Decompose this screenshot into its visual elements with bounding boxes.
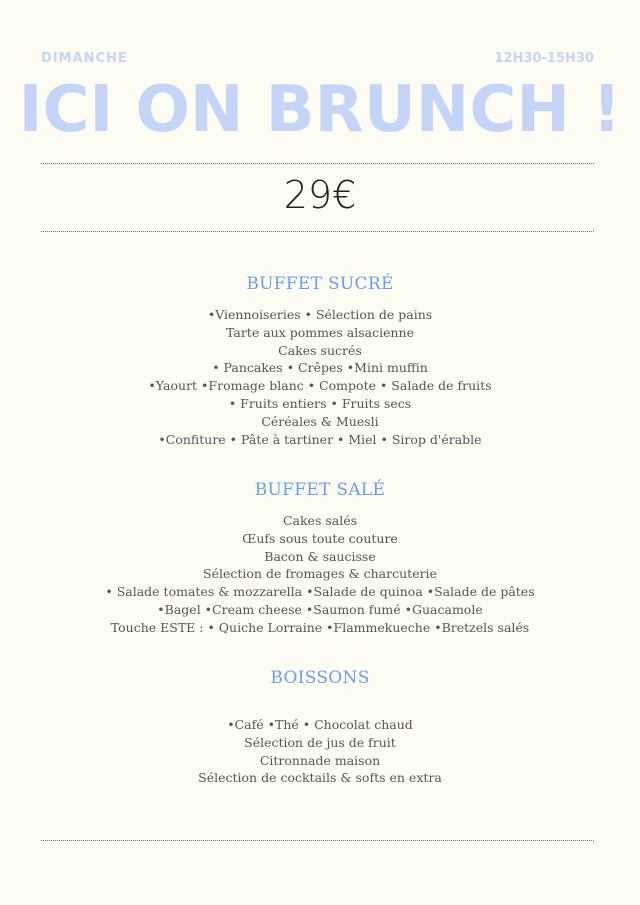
menu-line: Touche ESTE : • Quiche Lorraine •Flammekueche •Bretzels salés xyxy=(110,619,530,635)
menu-line: •Bagel •Cream cheese •Saumon fumé •Guacamole xyxy=(157,601,483,617)
menu-line: Bacon & saucisse xyxy=(264,548,376,564)
section-boissons xyxy=(0,667,640,787)
menu-line: Sélection de fromages & charcuterie xyxy=(203,566,437,582)
menu-line: Céréales & Muesli xyxy=(261,413,379,429)
section-buffet-sucre xyxy=(0,273,640,448)
menu-line: Cakes salés xyxy=(282,513,358,528)
menu-line: Œufs sous toute couture xyxy=(242,530,398,546)
menu-line: Sélection de cocktails & softs en extra xyxy=(198,770,442,786)
menu-line: • Fruits entiers • Fruits secs xyxy=(228,395,412,411)
section-title: BUFFET SUCRÉ xyxy=(246,274,394,294)
price: 29€ xyxy=(283,173,357,217)
menu-items xyxy=(0,512,640,637)
section-title: BOISSONS xyxy=(270,668,370,688)
page-title: ICI ON BRUNCH ! xyxy=(18,73,622,147)
menu-line: Sélection de jus de fruit xyxy=(244,734,396,750)
menu-line: •Café •Thé • Chocolat chaud xyxy=(227,717,413,732)
day-label: DIMANCHE xyxy=(41,51,128,66)
divider-price xyxy=(41,231,594,232)
divider-bottom xyxy=(41,840,594,841)
menu-line: • Salade tomates & mozzarella •Salade de quinoa •Salade de pâtes xyxy=(105,584,535,600)
menu-items xyxy=(0,306,640,448)
menu-items xyxy=(0,716,640,787)
menu-line: • Pancakes • Crêpes •Mini muffin xyxy=(212,360,428,376)
hours-label: 12H30-15H30 xyxy=(494,51,594,66)
menu-line: Cakes sucrés xyxy=(278,342,362,358)
divider-top xyxy=(41,163,594,164)
section-title: BUFFET SALÉ xyxy=(254,480,386,500)
menu-line: Citronnade maison xyxy=(259,752,381,768)
menu-line: •Yaourt •Fromage blanc • Compote • Salade de fruits xyxy=(148,378,492,394)
menu-line: •Confiture • Pâte à tartiner • Miel • Sirop d'érable xyxy=(158,431,482,447)
section-buffet-sale xyxy=(0,479,640,637)
menu-line: Tarte aux pommes alsacienne xyxy=(226,324,414,340)
menu-line: •Viennoiseries • Sélection de pains xyxy=(207,307,433,322)
